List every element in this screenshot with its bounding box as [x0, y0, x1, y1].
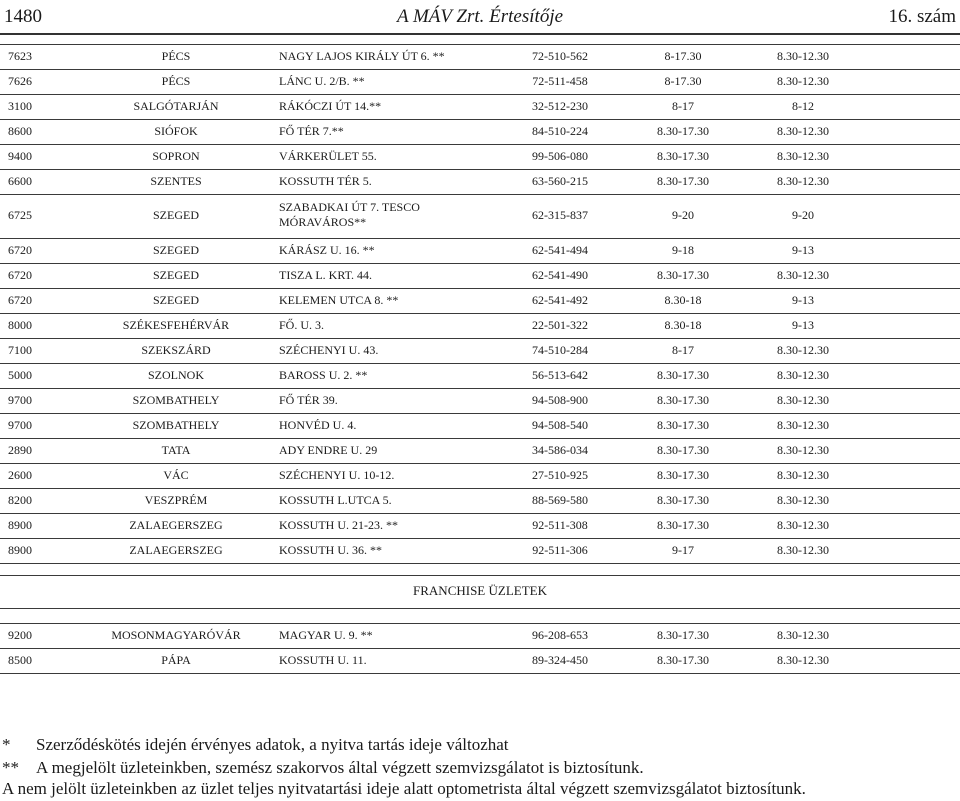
- city-cell: VESZPRÉM: [144, 492, 208, 507]
- footnote-3: [2, 779, 806, 799]
- address-cell: KELEMEN UTCA 8. **: [279, 292, 399, 307]
- saturday-hours-cell: 9-13: [792, 317, 814, 332]
- weekday-hours-cell: 8-17.30: [664, 48, 702, 63]
- table-row: [0, 44, 960, 69]
- phone-cell: 89-324-450: [532, 652, 588, 667]
- zip-cell: 7100: [8, 342, 32, 357]
- footnote-marker: **: [2, 758, 19, 777]
- saturday-hours-cell: 8.30-12.30: [777, 123, 829, 138]
- weekday-hours-cell: 9-17: [672, 542, 694, 557]
- saturday-hours-cell: 8.30-12.30: [777, 48, 829, 63]
- saturday-hours-cell: 8.30-12.30: [777, 492, 829, 507]
- city-cell: SALGÓTARJÁN: [133, 98, 219, 113]
- saturday-hours-cell: 9-13: [792, 292, 814, 307]
- saturday-hours-cell: 8-12: [792, 98, 814, 113]
- weekday-hours-cell: 8.30-17.30: [657, 173, 709, 188]
- franchise-title: FRANCHISE ÜZLETEK: [413, 583, 547, 598]
- table-row: [0, 338, 960, 363]
- address-cell: KOSSUTH U. 36. **: [279, 542, 383, 557]
- table-row: [0, 648, 960, 673]
- zip-cell: 8900: [8, 517, 32, 532]
- phone-cell: 62-315-837: [532, 208, 588, 222]
- phone-cell: 94-508-540: [532, 417, 588, 432]
- city-cell: SOPRON: [152, 148, 200, 163]
- table-rule: [0, 563, 960, 564]
- address-cell: KOSSUTH U. 21-23. **: [279, 517, 399, 532]
- address-cell: KÁRÁSZ U. 16. **: [279, 242, 375, 257]
- phone-cell: 88-569-580: [532, 492, 588, 507]
- footnote-text: A megjelölt üzleteinkben, szemész szakorvos által végzett szemvizsgálatot is biztosítunk.: [36, 758, 644, 777]
- city-cell: SZEGED: [153, 292, 199, 307]
- saturday-hours-cell: 8.30-12.30: [777, 267, 829, 282]
- zip-cell: 9700: [8, 392, 32, 407]
- zip-cell: 2600: [8, 467, 32, 482]
- zip-cell: 8200: [8, 492, 32, 507]
- table-row: [0, 623, 960, 648]
- phone-cell: 92-511-308: [532, 517, 588, 532]
- city-cell: PÉCS: [161, 48, 191, 63]
- table-row: [0, 194, 960, 238]
- table-row: [0, 144, 960, 169]
- address-cell: LÁNC U. 2/B. **: [279, 73, 365, 88]
- saturday-hours-cell: 8.30-12.30: [777, 467, 829, 482]
- weekday-hours-cell: 8.30-17.30: [657, 367, 709, 382]
- zip-cell: 8000: [8, 317, 32, 332]
- table-row: [0, 363, 960, 388]
- phone-cell: 62-541-490: [532, 267, 588, 282]
- header-rule: [0, 33, 960, 35]
- zip-cell: 6720: [8, 292, 32, 307]
- table-row: [0, 313, 960, 338]
- address-cell: SZÉCHENYI U. 43.: [279, 342, 379, 357]
- zip-cell: 8600: [8, 123, 32, 138]
- city-cell: SZÉKESFEHÉRVÁR: [122, 317, 230, 332]
- table-row: [0, 488, 960, 513]
- saturday-hours-cell: 8.30-12.30: [777, 342, 829, 357]
- page-header: [0, 0, 960, 32]
- address-cell: KOSSUTH TÉR 5.: [279, 173, 372, 188]
- address-cell: KOSSUTH L.UTCA 5.: [279, 492, 392, 507]
- city-cell: SZENTES: [150, 173, 202, 188]
- page-number: 1480: [4, 6, 42, 27]
- city-cell: SZOLNOK: [148, 367, 204, 382]
- phone-cell: 32-512-230: [532, 98, 588, 113]
- weekday-hours-cell: 8.30-17.30: [657, 267, 709, 282]
- address-cell: ADY ENDRE U. 29: [279, 442, 378, 457]
- zip-cell: 2890: [8, 442, 32, 457]
- address-cell: BAROSS U. 2. **: [279, 367, 368, 382]
- zip-cell: 8500: [8, 652, 32, 667]
- phone-cell: 72-511-458: [532, 73, 588, 88]
- footnote-2: [2, 758, 644, 778]
- phone-cell: 62-541-492: [532, 292, 588, 307]
- zip-cell: 8900: [8, 542, 32, 557]
- phone-cell: 92-511-306: [532, 542, 588, 557]
- weekday-hours-cell: 8-17.30: [664, 73, 702, 88]
- zip-cell: 6720: [8, 267, 32, 282]
- table-row: [0, 513, 960, 538]
- weekday-hours-cell: 8.30-17.30: [657, 123, 709, 138]
- zip-cell: 3100: [8, 98, 32, 113]
- table-row: [0, 438, 960, 463]
- address-cell: [279, 200, 420, 230]
- city-cell: VÁC: [163, 467, 189, 482]
- city-cell: SZOMBATHELY: [132, 417, 220, 432]
- city-cell: SZEKSZÁRD: [141, 342, 211, 357]
- phone-cell: 99-506-080: [532, 148, 588, 163]
- table-rule: [0, 575, 960, 576]
- address-line-1: SZABADKAI ÚT 7. TESCO: [279, 200, 420, 214]
- table-row: [0, 169, 960, 194]
- table-rule: [0, 673, 960, 674]
- weekday-hours-cell: 8-17: [672, 342, 694, 357]
- saturday-hours-cell: 8.30-12.30: [777, 442, 829, 457]
- zip-cell: 6720: [8, 242, 32, 257]
- table-row: [0, 69, 960, 94]
- saturday-hours-cell: 8.30-12.30: [777, 173, 829, 188]
- table-row: [0, 388, 960, 413]
- phone-cell: 84-510-224: [532, 123, 588, 138]
- city-cell: PÉCS: [161, 73, 191, 88]
- saturday-hours-cell: 8.30-12.30: [777, 417, 829, 432]
- table-row: [0, 94, 960, 119]
- address-cell: FŐ TÉR 39.: [279, 392, 338, 407]
- saturday-hours-cell: 8.30-12.30: [777, 392, 829, 407]
- weekday-hours-cell: 8.30-17.30: [657, 442, 709, 457]
- saturday-hours-cell: 9-20: [792, 208, 814, 222]
- city-cell: SZEGED: [153, 208, 199, 222]
- weekday-hours-cell: 8.30-17.30: [657, 467, 709, 482]
- city-cell: PÁPA: [161, 652, 191, 667]
- address-cell: FŐ. U. 3.: [279, 317, 325, 332]
- city-cell: ZALAEGERSZEG: [129, 542, 223, 557]
- zip-cell: 6600: [8, 173, 32, 188]
- weekday-hours-cell: 8.30-17.30: [657, 417, 709, 432]
- city-cell: SIÓFOK: [154, 123, 198, 138]
- zip-cell: 9200: [8, 627, 32, 642]
- weekday-hours-cell: 8-17: [672, 98, 694, 113]
- address-line-2: MÓRAVÁROS**: [279, 215, 367, 229]
- footnote-marker: *: [2, 735, 11, 754]
- weekday-hours-cell: 9-20: [672, 208, 694, 222]
- phone-cell: 34-586-034: [532, 442, 588, 457]
- address-cell: NAGY LAJOS KIRÁLY ÚT 6. **: [279, 48, 445, 63]
- saturday-hours-cell: 8.30-12.30: [777, 542, 829, 557]
- saturday-hours-cell: 8.30-12.30: [777, 627, 829, 642]
- city-cell: SZEGED: [153, 242, 199, 257]
- phone-cell: 56-513-642: [532, 367, 588, 382]
- phone-cell: 72-510-562: [532, 48, 588, 63]
- saturday-hours-cell: 9-13: [792, 242, 814, 257]
- saturday-hours-cell: 8.30-12.30: [777, 73, 829, 88]
- footnote-text: Szerződéskötés idején érvényes adatok, a nyitva tartás ideje változhat: [36, 735, 509, 754]
- phone-cell: 22-501-322: [532, 317, 588, 332]
- weekday-hours-cell: 8.30-17.30: [657, 517, 709, 532]
- publication-title: A MÁV Zrt. Értesítője: [396, 6, 564, 27]
- address-cell: FŐ TÉR 7.**: [279, 123, 344, 138]
- city-cell: MOSONMAGYARÓVÁR: [111, 627, 241, 642]
- address-cell: HONVÉD U. 4.: [279, 417, 357, 432]
- zip-cell: 7626: [8, 73, 32, 88]
- footnote-1: [2, 735, 509, 755]
- weekday-hours-cell: 8.30-17.30: [657, 652, 709, 667]
- phone-cell: 74-510-284: [532, 342, 588, 357]
- address-cell: KOSSUTH U. 11.: [279, 652, 367, 667]
- zip-cell: 6725: [8, 208, 32, 222]
- weekday-hours-cell: 8.30-17.30: [657, 148, 709, 163]
- table-row: [0, 119, 960, 144]
- issue-number: 16. szám: [888, 6, 956, 27]
- table-rule: [0, 608, 960, 609]
- zip-cell: 5000: [8, 367, 32, 382]
- zip-cell: 7623: [8, 48, 32, 63]
- city-cell: ZALAEGERSZEG: [129, 517, 223, 532]
- saturday-hours-cell: 8.30-12.30: [777, 148, 829, 163]
- phone-cell: 27-510-925: [532, 467, 588, 482]
- table-row: [0, 538, 960, 563]
- weekday-hours-cell: 8.30-18: [664, 292, 702, 307]
- table-row: [0, 288, 960, 313]
- saturday-hours-cell: 8.30-12.30: [777, 367, 829, 382]
- phone-cell: 62-541-494: [532, 242, 588, 257]
- zip-cell: 9400: [8, 148, 32, 163]
- weekday-hours-cell: 8.30-18: [664, 317, 702, 332]
- city-cell: SZOMBATHELY: [132, 392, 220, 407]
- saturday-hours-cell: 8.30-12.30: [777, 517, 829, 532]
- saturday-hours-cell: 8.30-12.30: [777, 652, 829, 667]
- phone-cell: 94-508-900: [532, 392, 588, 407]
- zip-cell: 9700: [8, 417, 32, 432]
- address-cell: RÁKÓCZI ÚT 14.**: [279, 98, 382, 113]
- weekday-hours-cell: 8.30-17.30: [657, 492, 709, 507]
- table-row: [0, 463, 960, 488]
- address-cell: TISZA L. KRT. 44.: [279, 267, 373, 282]
- table-row: [0, 238, 960, 263]
- weekday-hours-cell: 8.30-17.30: [657, 627, 709, 642]
- phone-cell: 96-208-653: [532, 627, 588, 642]
- table-row: [0, 263, 960, 288]
- address-cell: MAGYAR U. 9. **: [279, 627, 373, 642]
- footnote-text: A nem jelölt üzleteinkben az üzlet teljes nyitvatartási ideje alatt optometrista által végzett szemvizsgálatot biztosítunk.: [2, 779, 806, 798]
- address-cell: SZÉCHENYI U. 10-12.: [279, 467, 395, 482]
- table-row: [0, 413, 960, 438]
- phone-cell: 63-560-215: [532, 173, 588, 188]
- weekday-hours-cell: 9-18: [672, 242, 694, 257]
- address-cell: VÁRKERÜLET 55.: [279, 148, 377, 163]
- weekday-hours-cell: 8.30-17.30: [657, 392, 709, 407]
- city-cell: TATA: [161, 442, 191, 457]
- city-cell: SZEGED: [153, 267, 199, 282]
